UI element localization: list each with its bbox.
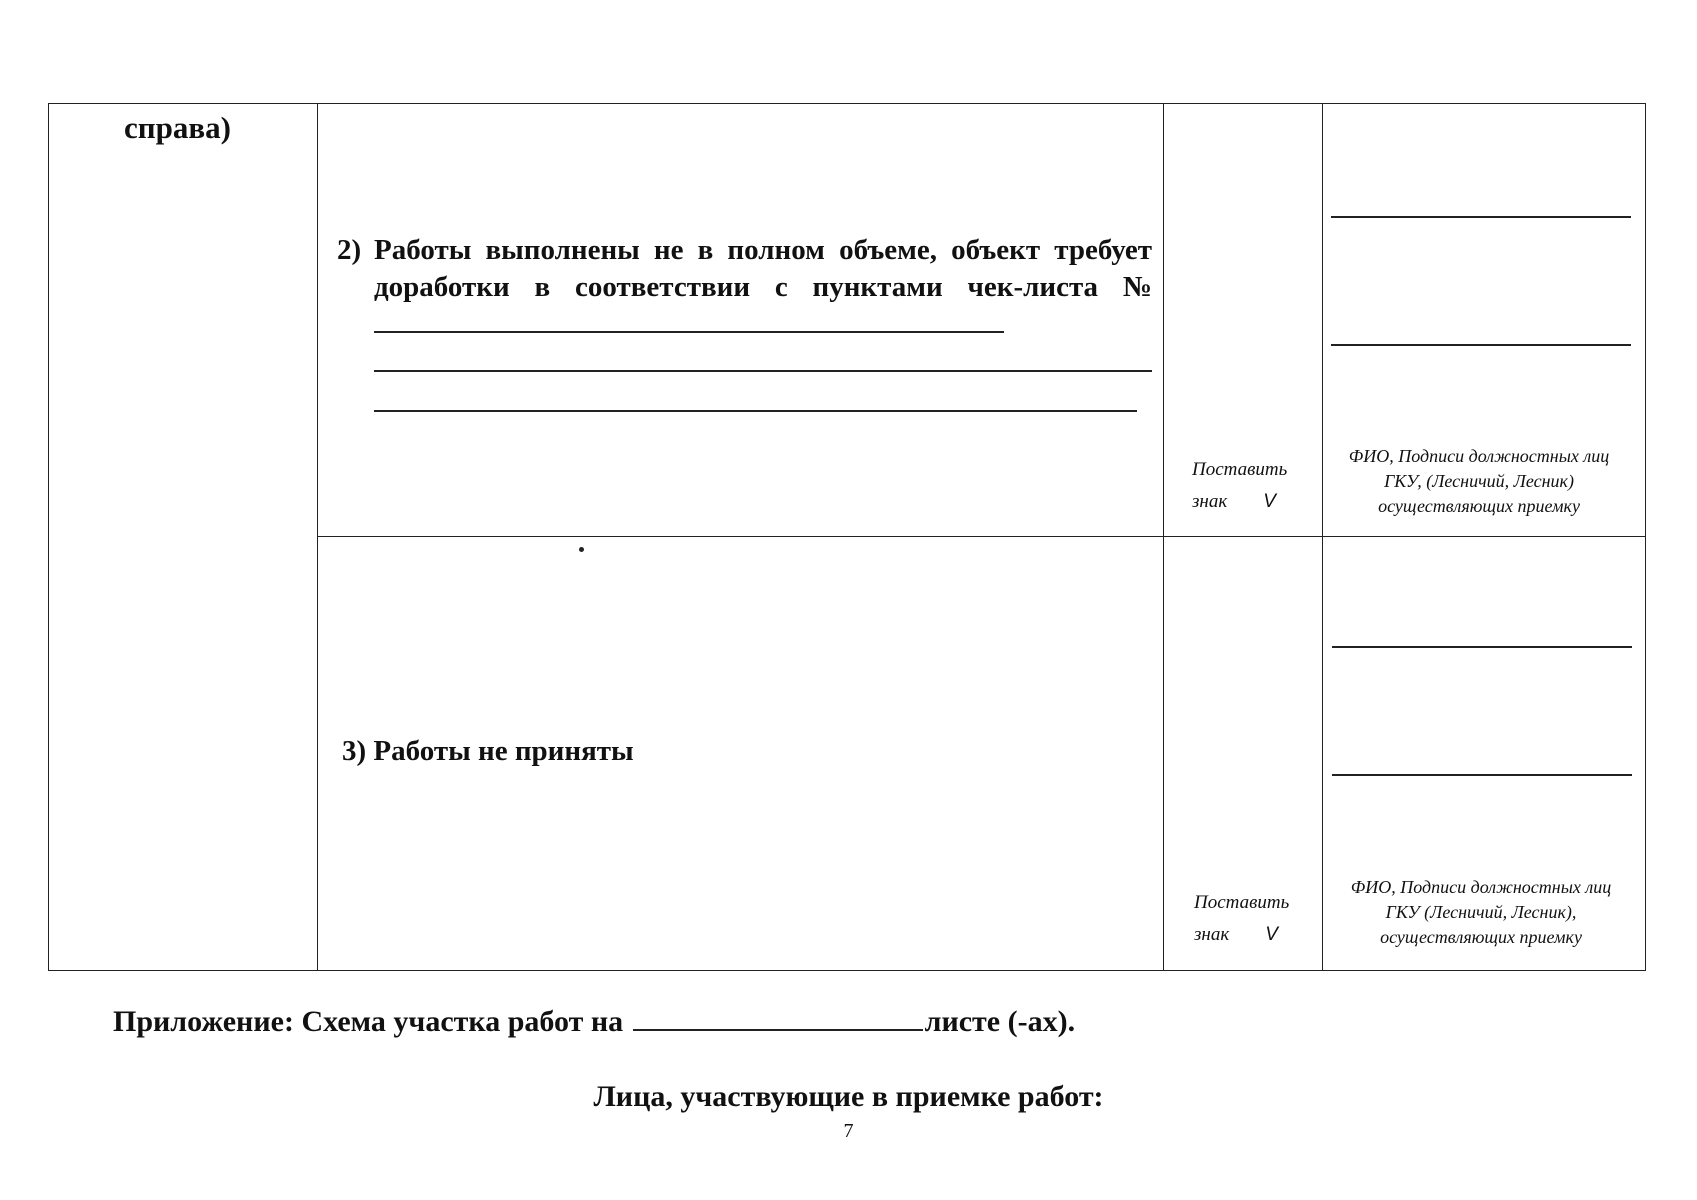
row-divider	[317, 536, 1645, 537]
mark-label-word: Поставить	[1192, 459, 1288, 480]
option-2-text: Работы выполнены не в полном объеме, объект требует доработки в соответствии с пунктами чек-листа №	[374, 234, 1152, 303]
page-number: 7	[843, 1120, 854, 1142]
sheet-count-field[interactable]	[633, 1005, 923, 1031]
scan-dot	[579, 547, 584, 552]
mark-label-word: знак	[1192, 491, 1228, 512]
appendix-line	[113, 1005, 1075, 1039]
signature-caption	[1326, 875, 1636, 950]
option-3	[342, 735, 634, 768]
column-divider	[1163, 104, 1164, 970]
checkmark-symbol: V	[1263, 491, 1276, 512]
checkmark-symbol: V	[1265, 924, 1278, 945]
option-2-number: 2)	[337, 234, 362, 266]
signature-line[interactable]	[1332, 774, 1632, 776]
persons-heading: Лица, участвующие в приемке работ:	[593, 1080, 1104, 1113]
appendix-prefix: Приложение: Схема участка работ на	[113, 1005, 624, 1038]
signature-caption-line: ФИО, Подписи должностных лиц	[1348, 446, 1610, 466]
continuation-label: справа)	[124, 110, 231, 145]
signature-caption-line: ФИО, Подписи должностных лиц	[1350, 877, 1612, 897]
column-divider	[1322, 104, 1323, 970]
signature-caption	[1324, 444, 1634, 519]
signature-line[interactable]	[1331, 216, 1631, 218]
signature-caption-line: осуществляющих приемку	[1378, 496, 1580, 516]
signature-caption-line: ГКУ, (Лесничий, Лесник)	[1384, 471, 1574, 491]
option-3-text: Работы не приняты	[373, 735, 634, 767]
signature-line[interactable]	[1332, 646, 1632, 648]
appendix-suffix: листе (-ах).	[924, 1005, 1076, 1038]
option-3-number: 3)	[342, 735, 367, 767]
signature-caption-line: ГКУ (Лесничий, Лесник),	[1385, 902, 1577, 922]
option-2	[337, 232, 1152, 343]
mark-label-word: Поставить	[1194, 892, 1290, 913]
mark-cell-3[interactable]	[1194, 887, 1289, 951]
column-divider	[317, 104, 318, 970]
checklist-blank-line[interactable]	[374, 370, 1152, 372]
signature-line[interactable]	[1331, 344, 1631, 346]
mark-label-word: знак	[1194, 924, 1230, 945]
signature-caption-line: осуществляющих приемку	[1380, 927, 1582, 947]
checklist-number-field[interactable]	[374, 307, 1004, 333]
checklist-blank-line[interactable]	[374, 410, 1137, 412]
acceptance-form-table	[48, 103, 1646, 971]
mark-cell-2[interactable]	[1192, 454, 1287, 518]
